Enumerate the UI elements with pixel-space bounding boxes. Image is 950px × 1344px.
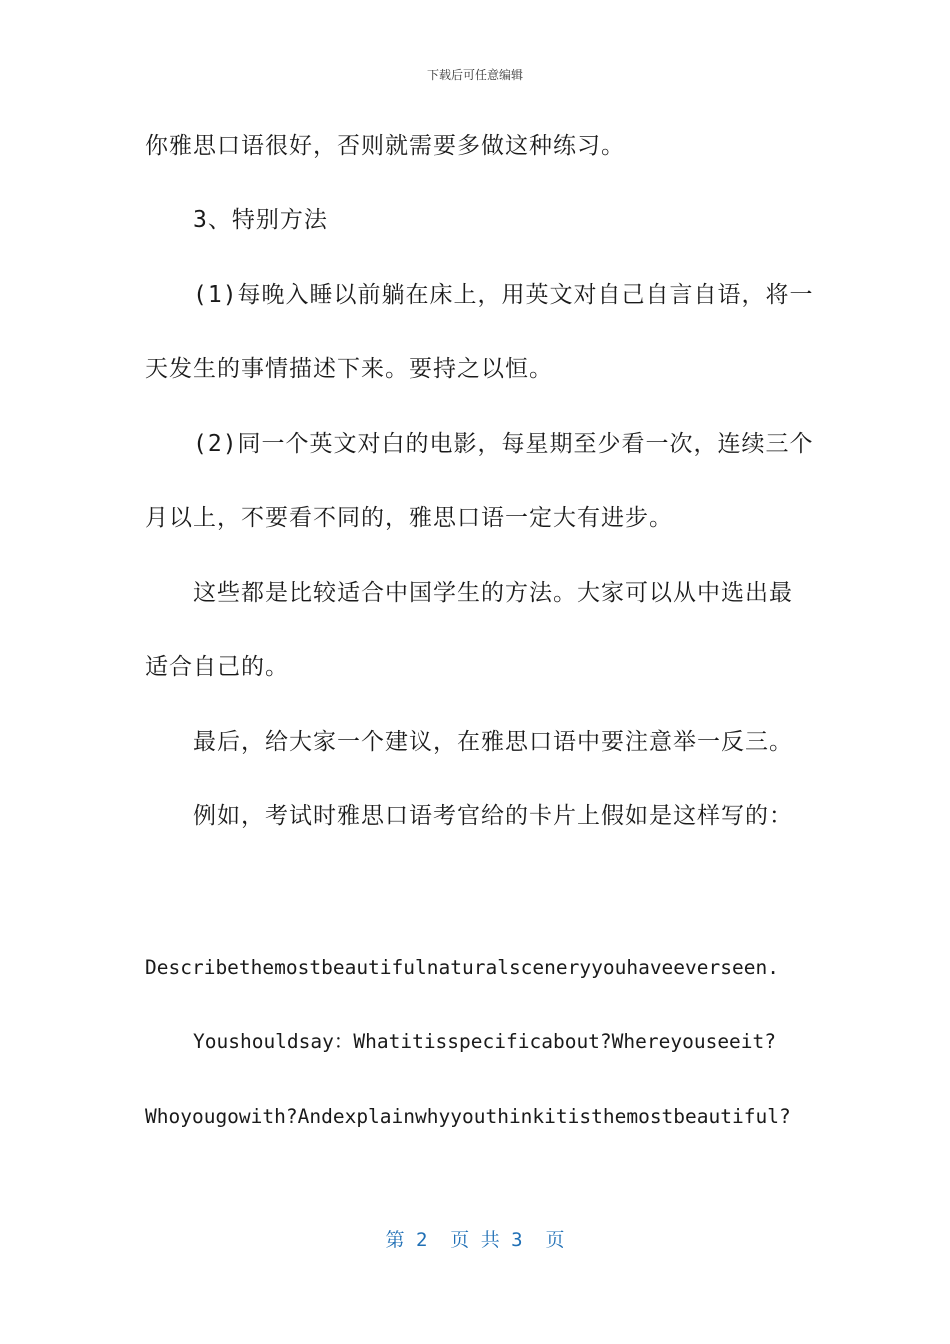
page-number-footer: 第 2 页 共 3 页 — [385, 1229, 565, 1251]
english-prompt-line: Describethemostbeautifulnaturalsceneryyouhaveeverseen. — [145, 956, 779, 979]
paragraph-line: 天发生的事情描述下来。要持之以恒。 — [145, 356, 553, 382]
paragraph-line: (1)每晚入睡以前躺在床上，用英文对自己自言自语，将一 — [193, 282, 814, 308]
paragraph-line: (2)同一个英文对白的电影，每星期至少看一次，连续三个 — [193, 431, 814, 457]
paragraph-line: 这些都是比较适合中国学生的方法。大家可以从中选出最 — [193, 580, 793, 606]
paragraph-line: 例如，考试时雅思口语考官给的卡片上假如是这样写的： — [193, 803, 793, 829]
page-header: 下载后可任意编辑 — [426, 68, 523, 82]
section-heading: 3、特别方法 — [193, 207, 328, 233]
paragraph-line: 适合自己的。 — [145, 654, 289, 680]
paragraph-line: 你雅思口语很好，否则就需要多做这种练习。 — [145, 133, 625, 159]
paragraph-line: 月以上，不要看不同的，雅思口语一定大有进步。 — [145, 505, 673, 531]
english-prompt-line: Youshouldsay：Whatitisspecificabout?Whereyouseeit? — [193, 1030, 777, 1053]
paragraph-line: 最后，给大家一个建议，在雅思口语中要注意举一反三。 — [193, 729, 793, 755]
english-prompt-line: Whoyougowith?Andexplainwhyyouthinkitisthemostbeautiful? — [145, 1105, 791, 1128]
